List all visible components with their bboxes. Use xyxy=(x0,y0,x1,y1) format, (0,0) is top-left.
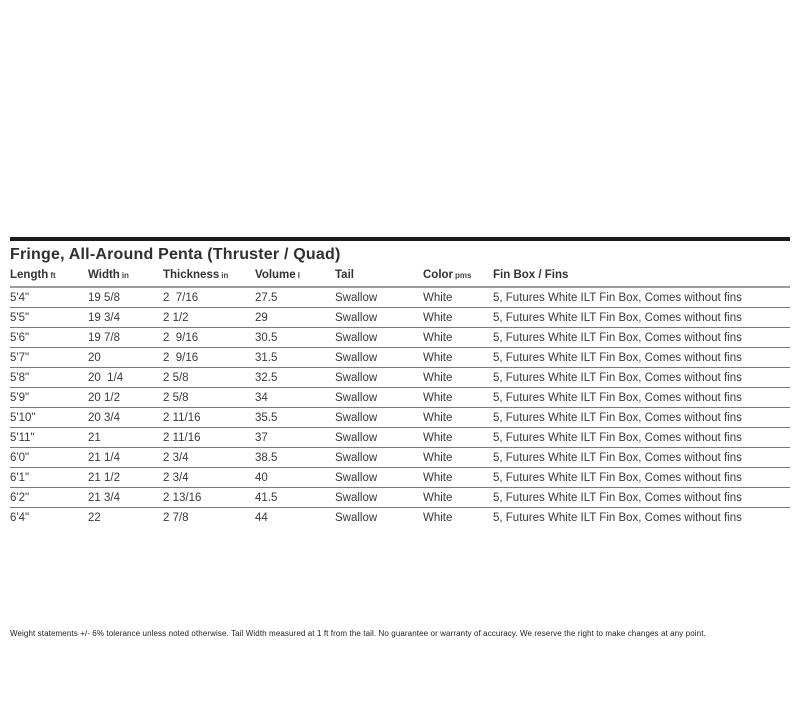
table-cell: 21 1/2 xyxy=(88,468,163,488)
table-body xyxy=(10,287,790,527)
table-cell: Swallow xyxy=(335,448,423,468)
column-label: Width xyxy=(88,269,120,281)
table-cell: 32.5 xyxy=(255,368,335,388)
table-cell: White xyxy=(423,508,493,528)
column-header-width xyxy=(88,267,163,287)
column-unit: in xyxy=(121,271,129,280)
column-label: Color xyxy=(423,269,454,281)
table-cell: 5, Futures White ILT Fin Box, Comes without fins xyxy=(493,448,790,468)
table-row xyxy=(10,448,790,468)
board-dimensions-table xyxy=(10,267,790,527)
table-cell: 2 1/2 xyxy=(163,308,255,328)
table-cell: 6'1" xyxy=(10,468,88,488)
table-cell: 20 1/4 xyxy=(88,368,163,388)
table-cell: 41.5 xyxy=(255,488,335,508)
column-label: Fin Box / Fins xyxy=(493,269,569,281)
table-cell: Swallow xyxy=(335,408,423,428)
table-cell: 5, Futures White ILT Fin Box, Comes without fins xyxy=(493,388,790,408)
table-cell: 6'2" xyxy=(10,488,88,508)
column-unit: pms xyxy=(455,271,472,280)
table-cell: 5'6" xyxy=(10,328,88,348)
table-cell: 2 5/8 xyxy=(163,368,255,388)
top-divider-rule xyxy=(10,237,790,241)
table-cell: 31.5 xyxy=(255,348,335,368)
table-cell: White xyxy=(423,348,493,368)
table-row xyxy=(10,328,790,348)
column-label: Length xyxy=(10,269,49,281)
table-cell: 2 5/8 xyxy=(163,388,255,408)
table-cell: 37 xyxy=(255,428,335,448)
table-row xyxy=(10,308,790,328)
table-cell: 2 9/16 xyxy=(163,328,255,348)
table-cell: 30.5 xyxy=(255,328,335,348)
table-cell: Swallow xyxy=(335,508,423,528)
table-cell: 19 7/8 xyxy=(88,328,163,348)
table-cell: 29 xyxy=(255,308,335,328)
table-cell: White xyxy=(423,388,493,408)
column-header-fin-box-fins xyxy=(493,267,790,287)
table-cell: Swallow xyxy=(335,488,423,508)
table-cell: 22 xyxy=(88,508,163,528)
table-row xyxy=(10,388,790,408)
table-cell: White xyxy=(423,428,493,448)
table-cell: 20 1/2 xyxy=(88,388,163,408)
table-row xyxy=(10,508,790,528)
table-cell: Swallow xyxy=(335,328,423,348)
table-cell: 40 xyxy=(255,468,335,488)
table-cell: 2 9/16 xyxy=(163,348,255,368)
table-cell: 5'5" xyxy=(10,308,88,328)
table-cell: White xyxy=(423,328,493,348)
column-label: Tail xyxy=(335,269,354,281)
table-header-row xyxy=(10,267,790,287)
table-cell: 35.5 xyxy=(255,408,335,428)
table-row xyxy=(10,488,790,508)
table-cell: 34 xyxy=(255,388,335,408)
column-header-tail xyxy=(335,267,423,287)
table-cell: 5, Futures White ILT Fin Box, Comes without fins xyxy=(493,408,790,428)
table-row xyxy=(10,428,790,448)
table-cell: White xyxy=(423,408,493,428)
table-cell: 6'0" xyxy=(10,448,88,468)
column-label: Volume xyxy=(255,269,296,281)
table-cell: 38.5 xyxy=(255,448,335,468)
table-cell: 2 3/4 xyxy=(163,448,255,468)
table-cell: Swallow xyxy=(335,292,378,304)
table-cell: White xyxy=(423,488,493,508)
spec-sheet xyxy=(10,237,790,527)
table-cell: 2 7/16 xyxy=(163,292,199,304)
table-cell: 5, Futures White ILT Fin Box, Comes without fins xyxy=(493,368,790,388)
table-cell: 5'10" xyxy=(10,408,88,428)
table-cell: White xyxy=(423,368,493,388)
table-cell: Swallow xyxy=(335,468,423,488)
table-cell: 44 xyxy=(255,508,335,528)
column-header-thickness xyxy=(163,267,255,287)
table-cell: Swallow xyxy=(335,428,423,448)
table-row xyxy=(10,468,790,488)
table-cell: 20 3/4 xyxy=(88,408,163,428)
table-cell: 20 xyxy=(88,348,163,368)
table-cell: 5, Futures White ILT Fin Box, Comes without fins xyxy=(493,348,790,368)
table-cell: White xyxy=(423,468,493,488)
table-cell: White xyxy=(423,308,493,328)
page-title: Fringe, All-Around Penta (Thruster / Quad) xyxy=(10,246,341,263)
table-row xyxy=(10,348,790,368)
table-row xyxy=(10,287,790,308)
table-cell: 5, Futures White ILT Fin Box, Comes without fins xyxy=(493,508,790,528)
table-cell: Swallow xyxy=(335,388,423,408)
table-cell: 5'7" xyxy=(10,348,88,368)
table-cell: 5, Futures White ILT Fin Box, Comes without fins xyxy=(493,428,790,448)
table-cell: Swallow xyxy=(335,348,423,368)
table-cell: 21 3/4 xyxy=(88,488,163,508)
column-header-length xyxy=(10,267,88,287)
table-cell: White xyxy=(423,448,493,468)
table-cell: 19 3/4 xyxy=(88,308,163,328)
table-cell: 2 11/16 xyxy=(163,408,255,428)
table-cell: 5, Futures White ILT Fin Box, Comes without fins xyxy=(493,468,790,488)
table-cell: 5'11" xyxy=(10,428,88,448)
column-unit: ft xyxy=(50,271,56,280)
table-cell: 5, Futures White ILT Fin Box, Comes without fins xyxy=(493,488,790,508)
table-row xyxy=(10,408,790,428)
table-cell: 21 xyxy=(88,428,163,448)
table-cell: 27.5 xyxy=(255,292,278,304)
table-cell: 19 5/8 xyxy=(88,292,120,304)
table-cell: 5'8" xyxy=(10,368,88,388)
table-cell: White xyxy=(423,292,453,304)
table-cell: 21 1/4 xyxy=(88,448,163,468)
table-cell: 5, Futures White ILT Fin Box, Comes without fins xyxy=(493,328,790,348)
table-cell: 2 13/16 xyxy=(163,488,255,508)
table-cell: 2 3/4 xyxy=(163,468,255,488)
table-row xyxy=(10,368,790,388)
table-cell: Swallow xyxy=(335,308,423,328)
table-cell: 5'9" xyxy=(10,388,88,408)
table-cell: 5, Futures White ILT Fin Box, Comes without fins xyxy=(493,292,742,304)
column-header-volume xyxy=(255,267,335,287)
disclaimer-footnote: Weight statements +/- 6% tolerance unless noted otherwise. Tail Width measured at 1 ft from the tail. No guarantee or warranty of accuracy. We reserve the right to make changes at any point. xyxy=(10,629,706,638)
table-cell: 5, Futures White ILT Fin Box, Comes without fins xyxy=(493,308,790,328)
table-header xyxy=(10,267,790,287)
table-cell: 5'4" xyxy=(10,292,30,304)
column-unit: l xyxy=(297,271,300,280)
column-header-color xyxy=(423,267,493,287)
table-cell: 2 11/16 xyxy=(163,428,255,448)
table-cell: 6'4" xyxy=(10,508,88,528)
table-cell: Swallow xyxy=(335,368,423,388)
table-cell: 2 7/8 xyxy=(163,508,255,528)
column-label: Thickness xyxy=(163,269,220,281)
column-unit: in xyxy=(221,271,229,280)
